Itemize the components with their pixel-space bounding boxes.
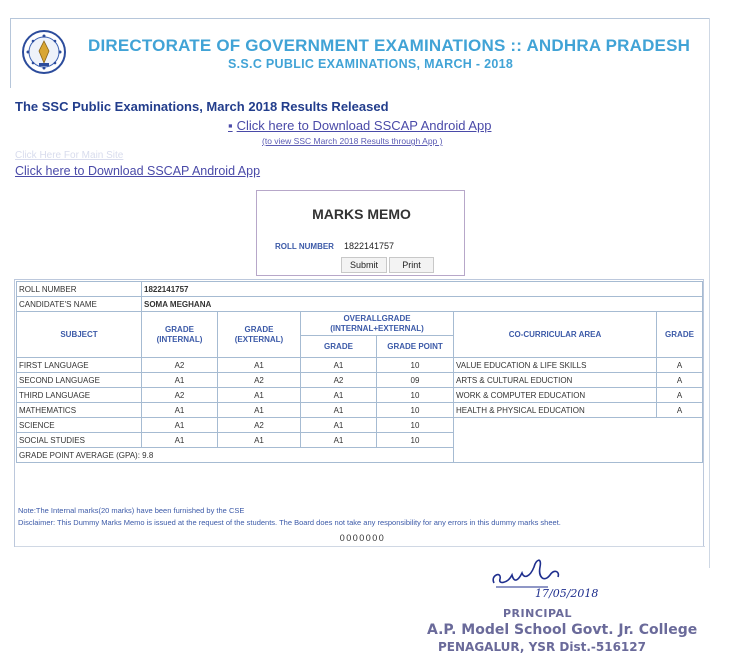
subject-header: SUBJECT — [17, 312, 142, 358]
roll-number-input[interactable]: 1822141757 — [344, 241, 395, 251]
overall-grade-cell: A1 — [301, 358, 377, 373]
submit-button[interactable]: Submit — [341, 257, 387, 273]
print-button[interactable]: Print — [389, 257, 434, 273]
ap-emblem-icon — [21, 27, 67, 77]
internal-grade-cell: A1 — [142, 373, 218, 388]
table-row — [17, 297, 703, 312]
co-grade-cell: A — [657, 403, 703, 418]
table-row — [17, 373, 703, 388]
download-app-link-2[interactable]: Click here to Download SSCAP Android App — [15, 164, 261, 178]
overall-grade-subheader: GRADE — [301, 336, 377, 358]
table-header-row — [17, 312, 703, 336]
table-row — [17, 418, 703, 433]
gpa-cell — [17, 448, 454, 463]
grade-point-cell: 10 — [377, 433, 454, 448]
co-grade-cell: A — [657, 373, 703, 388]
co-grade-cell: A — [657, 388, 703, 403]
external-grade-cell: A1 — [218, 358, 301, 373]
internal-grade-cell: A2 — [142, 388, 218, 403]
overall-grade-cell: A1 — [301, 418, 377, 433]
footer-divider — [15, 546, 705, 547]
download-app-link-text[interactable]: Click here to Download SSCAP Android App — [236, 118, 492, 133]
internal-marks-note: Note:The Internal marks(20 marks) have been furnished by the CSE — [18, 506, 245, 515]
app-link-note[interactable]: (to view SSC March 2018 Results through App ) — [262, 136, 443, 146]
grade-point-cell: 10 — [377, 358, 454, 373]
co-area-cell: VALUE EDUCATION & LIFE SKILLS — [454, 358, 657, 373]
subject-cell: SCIENCE — [17, 418, 142, 433]
internal-grade-cell: A1 — [142, 403, 218, 418]
external-grade-cell: A2 — [218, 373, 301, 388]
co-grade-cell: A — [657, 358, 703, 373]
internal-grade-cell: A2 — [142, 358, 218, 373]
co-area-cell: ARTS & CULTURAL EDUCTION — [454, 373, 657, 388]
overall-grade-header: OVERALLGRADE (INTERNAL+EXTERNAL) — [301, 312, 454, 336]
download-app-link[interactable] — [228, 118, 491, 133]
external-grade-cell: A1 — [218, 388, 301, 403]
marks-table — [16, 281, 703, 463]
stamp-principal: PRINCIPAL — [503, 607, 573, 620]
co-empty-cell — [454, 418, 703, 463]
overall-grade-cell: A1 — [301, 403, 377, 418]
gpa-label: GRADE POINT AVERAGE (GPA): — [19, 450, 140, 460]
co-curricular-header: CO-CURRICULAR AREA — [454, 312, 657, 358]
signature-date: 17/05/2018 — [535, 587, 599, 600]
table-row — [17, 388, 703, 403]
overall-grade-cell: A1 — [301, 388, 377, 403]
subject-cell: SOCIAL STUDIES — [17, 433, 142, 448]
subject-cell: FIRST LANGUAGE — [17, 358, 142, 373]
page-title: DIRECTORATE OF GOVERNMENT EXAMINATIONS :: ANDHRA PRADESH — [88, 36, 691, 55]
results-headline: The SSC Public Examinations, March 2018 Results Released — [15, 99, 389, 114]
main-site-link[interactable]: Click Here For Main Site — [15, 150, 124, 161]
table-row — [17, 358, 703, 373]
candidate-name-value: SOMA MEGHANA — [142, 297, 703, 312]
grade-point-cell: 10 — [377, 418, 454, 433]
marks-memo-form — [256, 190, 465, 276]
memo-title: MARKS MEMO — [312, 206, 411, 222]
roll-number-label: ROLL NUMBER — [275, 242, 334, 251]
footer-code: 0000000 — [339, 533, 386, 543]
subject-cell: MATHEMATICS — [17, 403, 142, 418]
grade-point-cell: 10 — [377, 403, 454, 418]
co-area-cell: HEALTH & PHYSICAL EDUCATION — [454, 403, 657, 418]
internal-grade-cell: A1 — [142, 418, 218, 433]
gpa-value: 9.8 — [142, 450, 154, 460]
grade-external-header: GRADE (EXTERNAL) — [218, 312, 301, 358]
overall-grade-cell: A1 — [301, 433, 377, 448]
co-grade-header: GRADE — [657, 312, 703, 358]
roll-number-value: 1822141757 — [142, 282, 703, 297]
external-grade-cell: A2 — [218, 418, 301, 433]
bullet-icon: ▪ — [228, 118, 233, 133]
stamp-address: PENAGALUR, YSR Dist.-516127 — [438, 640, 646, 654]
grade-point-subheader: GRADE POINT — [377, 336, 454, 358]
co-area-cell: WORK & COMPUTER EDUCATION — [454, 388, 657, 403]
external-grade-cell: A1 — [218, 403, 301, 418]
page-subtitle: S.S.C PUBLIC EXAMINATIONS, MARCH - 2018 — [228, 57, 514, 71]
internal-grade-cell: A1 — [142, 433, 218, 448]
disclaimer-text: Disclaimer: This Dummy Marks Memo is issued at the request of the students. The Board does not take any responsibility for any errors in this dummy marks sheet. — [18, 518, 561, 527]
subject-cell: THIRD LANGUAGE — [17, 388, 142, 403]
external-grade-cell: A1 — [218, 433, 301, 448]
table-row — [17, 403, 703, 418]
grade-point-cell: 09 — [377, 373, 454, 388]
grade-point-cell: 10 — [377, 388, 454, 403]
table-row — [17, 282, 703, 297]
roll-number-label: ROLL NUMBER — [17, 282, 142, 297]
page-frame-right — [709, 18, 710, 568]
grade-internal-header: GRADE (INTERNAL) — [142, 312, 218, 358]
overall-grade-cell: A2 — [301, 373, 377, 388]
stamp-school-name: A.P. Model School Govt. Jr. College — [427, 622, 698, 638]
candidate-name-label: CANDIDATE'S NAME — [17, 297, 142, 312]
subject-cell: SECOND LANGUAGE — [17, 373, 142, 388]
